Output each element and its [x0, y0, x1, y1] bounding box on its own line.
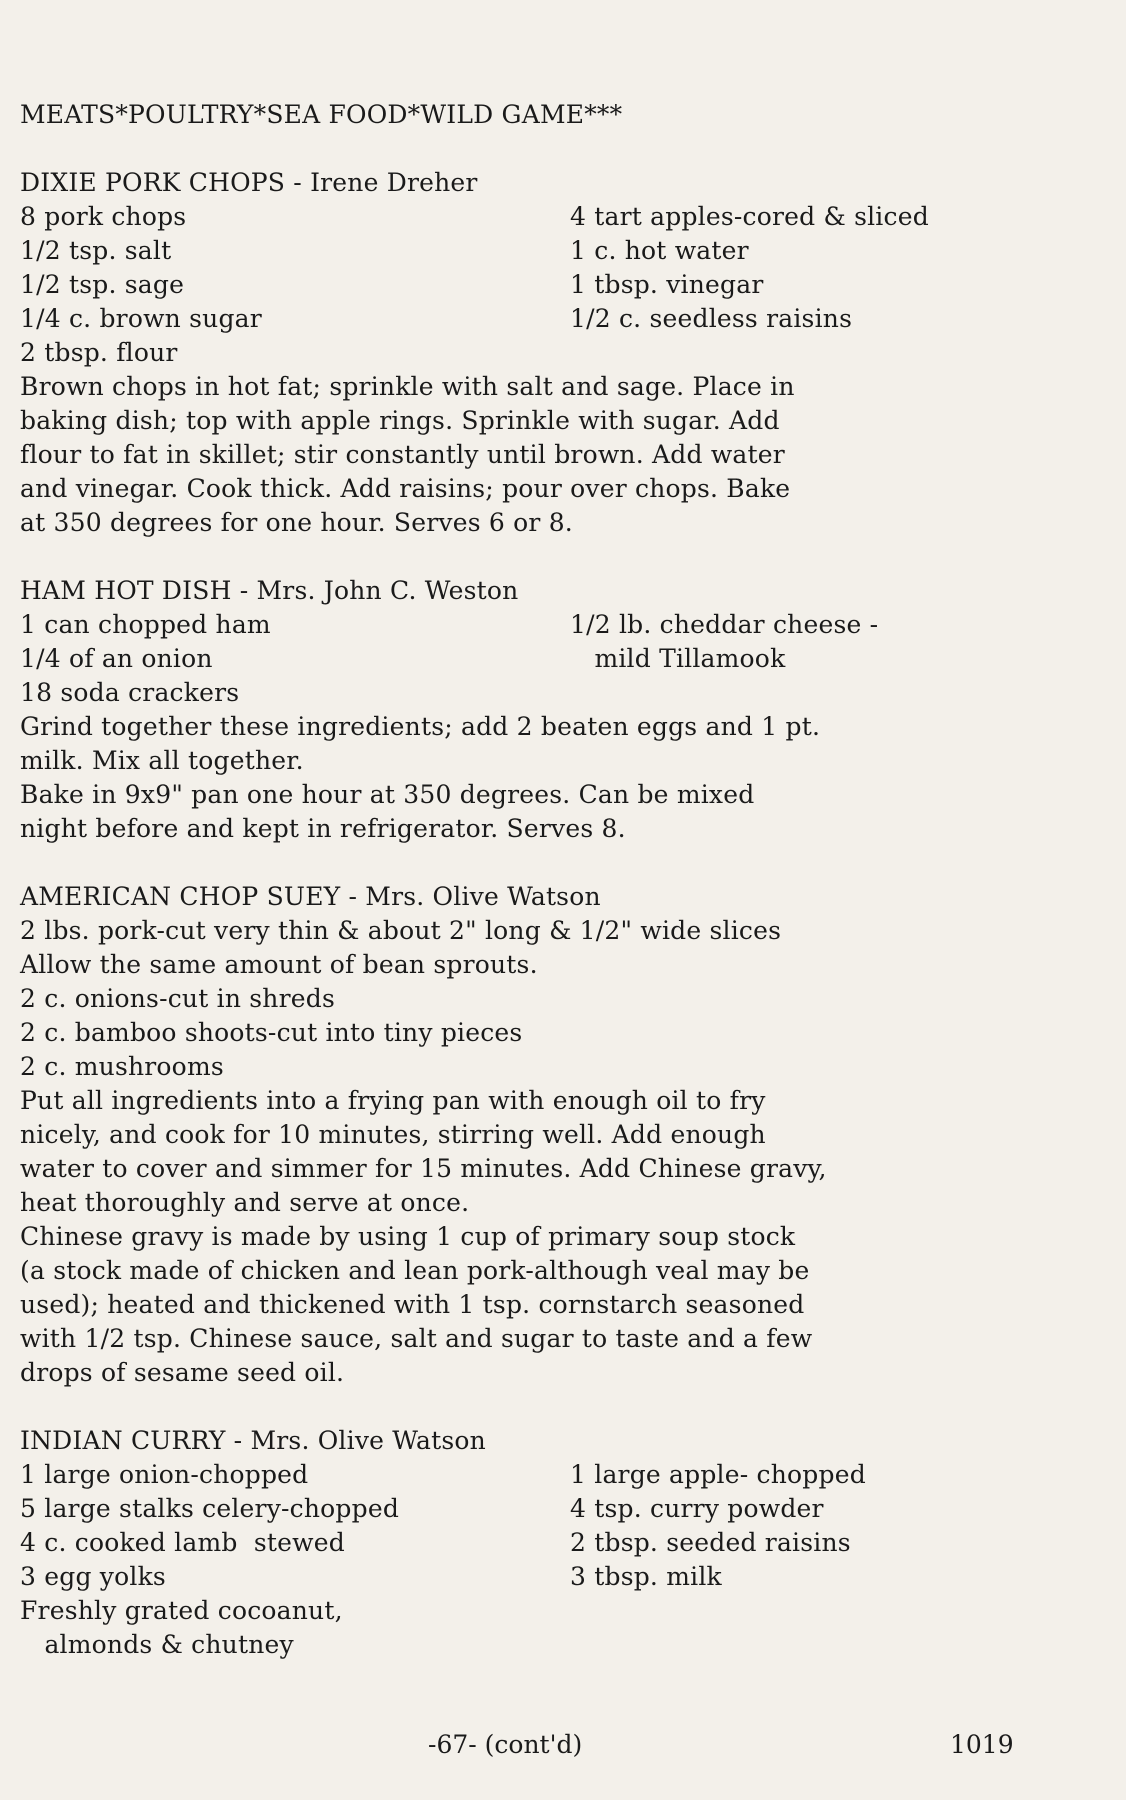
- ingredient-line: 2 c. mushrooms: [20, 1052, 224, 1081]
- ingredient-row: [20, 1492, 1100, 1526]
- ingredient-row: [20, 302, 1100, 336]
- ingredient-line: 2 c. onions-cut in shreds: [20, 984, 335, 1013]
- ingredient-right: 1/2 c. seedless raisins: [570, 304, 853, 333]
- ingredient-left: 4 c. cooked lamb stewed: [20, 1528, 345, 1557]
- direction-line: (a stock made of chicken and lean pork-although veal may be: [20, 1256, 810, 1285]
- ingredient-row: [20, 1458, 1100, 1492]
- page-content: [20, 98, 1100, 1662]
- direction-line: drops of sesame seed oil.: [20, 1358, 345, 1387]
- direction-line: night before and kept in refrigerator. Serves 8.: [20, 814, 626, 843]
- ingredient-right: 1 large apple- chopped: [570, 1460, 866, 1489]
- direction-line: water to cover and simmer for 15 minutes. Add Chinese gravy,: [20, 1154, 827, 1183]
- ingredient-line: Allow the same amount of bean sprouts.: [20, 950, 538, 979]
- page-number: -67- (cont'd): [428, 1730, 583, 1759]
- direction-line: Bake in 9x9" pan one hour at 350 degrees. Can be mixed: [20, 780, 755, 809]
- ingredient-right: 2 tbsp. seeded raisins: [570, 1528, 851, 1557]
- ingredient-row: [20, 1560, 1100, 1594]
- ingredient-row: [20, 676, 1100, 710]
- direction-line: milk. Mix all together.: [20, 746, 304, 775]
- ingredient-left: 8 pork chops: [20, 202, 187, 231]
- ingredient-left: 1 large onion-chopped: [20, 1460, 309, 1489]
- direction-line: nicely, and cook for 10 minutes, stirring well. Add enough: [20, 1120, 766, 1149]
- direction-line: and vinegar. Cook thick. Add raisins; pour over chops. Bake: [20, 474, 791, 503]
- ingredient-row: [20, 1526, 1100, 1560]
- direction-line: Put all ingredients into a frying pan with enough oil to fry: [20, 1086, 766, 1115]
- recipe-title: HAM HOT DISH - Mrs. John C. Weston: [20, 576, 519, 605]
- ingredient-left: 1/2 tsp. salt: [20, 236, 172, 265]
- page-code: 1019: [950, 1730, 1014, 1759]
- ingredient-left: 18 soda crackers: [20, 678, 240, 707]
- ingredient-row: [20, 608, 1100, 642]
- recipe-ham-hot-dish: [20, 574, 1100, 846]
- recipe-indian-curry: [20, 1424, 1100, 1662]
- ingredient-row: [20, 234, 1100, 268]
- ingredient-row: [20, 200, 1100, 234]
- ingredient-row: [20, 336, 1100, 370]
- ingredient-row: [20, 268, 1100, 302]
- ingredient-left: 2 tbsp. flour: [20, 338, 178, 367]
- recipe-title: INDIAN CURRY - Mrs. Olive Watson: [20, 1426, 486, 1455]
- direction-line: used); heated and thickened with 1 tsp. cornstarch seasoned: [20, 1290, 805, 1319]
- ingredient-right: 1/2 lb. cheddar cheese -: [570, 610, 879, 639]
- ingredient-row: [20, 642, 1100, 676]
- direction-line: Chinese gravy is made by using 1 cup of primary soup stock: [20, 1222, 796, 1251]
- ingredient-row: [20, 1594, 1100, 1628]
- ingredient-right: 1 c. hot water: [570, 236, 749, 265]
- direction-line: at 350 degrees for one hour. Serves 6 or 8.: [20, 508, 573, 537]
- ingredient-right: 3 tbsp. milk: [570, 1562, 722, 1591]
- ingredient-left: 1/4 of an onion: [20, 644, 213, 673]
- section-title: MEATS*POULTRY*SEA FOOD*WILD GAME***: [20, 100, 623, 129]
- ingredient-left: 5 large stalks celery-chopped: [20, 1494, 400, 1523]
- recipe-title: AMERICAN CHOP SUEY - Mrs. Olive Watson: [20, 882, 601, 911]
- recipe-dixie-pork-chops: [20, 166, 1100, 540]
- ingredient-right: 4 tsp. curry powder: [570, 1494, 824, 1523]
- direction-line: Brown chops in hot fat; sprinkle with salt and sage. Place in: [20, 372, 795, 401]
- direction-line: with 1/2 tsp. Chinese sauce, salt and sugar to taste and a few: [20, 1324, 813, 1353]
- direction-line: heat thoroughly and serve at once.: [20, 1188, 470, 1217]
- ingredient-left: almonds & chutney: [20, 1630, 294, 1659]
- page-footer: [0, 1730, 1126, 1770]
- recipe-american-chop-suey: [20, 880, 1100, 1390]
- ingredient-right: 1 tbsp. vinegar: [570, 270, 764, 299]
- direction-line: baking dish; top with apple rings. Sprinkle with sugar. Add: [20, 406, 780, 435]
- ingredient-right: 4 tart apples-cored & sliced: [570, 202, 929, 231]
- ingredient-right: mild Tillamook: [570, 644, 786, 673]
- direction-line: flour to fat in skillet; stir constantly until brown. Add water: [20, 440, 785, 469]
- recipe-title: DIXIE PORK CHOPS - Irene Dreher: [20, 168, 478, 197]
- ingredient-row: [20, 1628, 1100, 1662]
- ingredient-left: Freshly grated cocoanut,: [20, 1596, 343, 1625]
- ingredient-left: 1/4 c. brown sugar: [20, 304, 262, 333]
- ingredient-line: 2 c. bamboo shoots-cut into tiny pieces: [20, 1018, 523, 1047]
- ingredient-line: 2 lbs. pork-cut very thin & about 2" long & 1/2" wide slices: [20, 916, 782, 945]
- ingredient-left: 1 can chopped ham: [20, 610, 271, 639]
- ingredient-left: 3 egg yolks: [20, 1562, 166, 1591]
- direction-line: Grind together these ingredients; add 2 beaten eggs and 1 pt.: [20, 712, 821, 741]
- ingredient-left: 1/2 tsp. sage: [20, 270, 185, 299]
